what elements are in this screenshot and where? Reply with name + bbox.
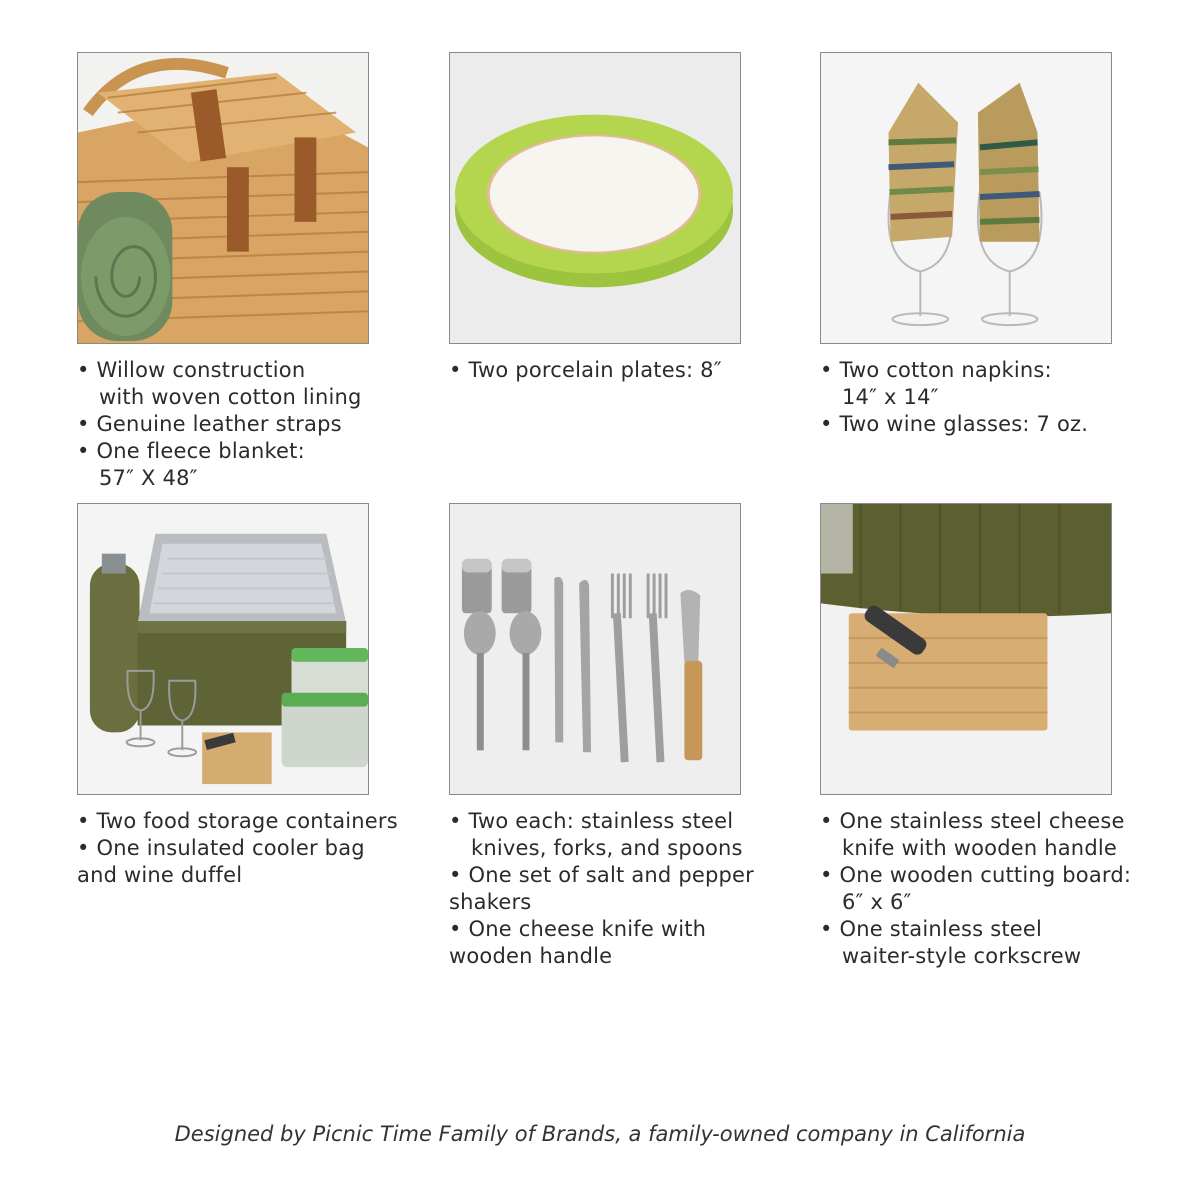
feature-line: knife with wooden handle	[842, 836, 1118, 860]
napkins-wine-glasses-photo	[820, 52, 1112, 344]
feature-line: • Two food storage containers	[77, 809, 398, 833]
features-board-corkscrew	[820, 808, 1150, 970]
feature-line: • Two porcelain plates: 8″	[449, 358, 722, 382]
feature-line: 57″ X 48″	[99, 466, 198, 490]
cooler-bag-containers-photo	[77, 503, 369, 795]
feature-line: • Genuine leather straps	[77, 412, 342, 436]
features-napkins-glasses	[820, 357, 1140, 438]
feature-line: • One stainless steel cheese	[820, 809, 1125, 833]
feature-line: • Willow construction	[77, 358, 306, 382]
features-plates	[449, 357, 769, 384]
feature-line: • One cheese knife with	[449, 917, 707, 941]
porcelain-plates-photo	[449, 52, 741, 344]
feature-line: • Two each: stainless steel	[449, 809, 734, 833]
footer-credit: Designed by Picnic Time Family of Brands, a family-owned company in California	[174, 1122, 1026, 1146]
features-basket	[77, 357, 397, 492]
feature-line: wooden handle	[449, 944, 613, 968]
feature-line: shakers	[449, 890, 532, 914]
feature-line: • One wooden cutting board:	[820, 863, 1132, 887]
feature-line: with woven cotton lining	[99, 385, 362, 409]
feature-line: 14″ x 14″	[842, 385, 939, 409]
feature-line: and wine duffel	[77, 863, 243, 887]
picnic-basket-photo	[77, 52, 369, 344]
feature-line: • One set of salt and pepper	[449, 863, 754, 887]
feature-line: • Two wine glasses: 7 oz.	[820, 412, 1089, 436]
feature-line: • One insulated cooler bag	[77, 836, 365, 860]
feature-line: • One fleece blanket:	[77, 439, 305, 463]
feature-line: • Two cotton napkins:	[820, 358, 1052, 382]
feature-line: • One stainless steel	[820, 917, 1043, 941]
features-flatware	[449, 808, 769, 970]
cutting-board-corkscrew-photo	[820, 503, 1112, 795]
feature-line: knives, forks, and spoons	[471, 836, 743, 860]
flatware-photo	[449, 503, 741, 795]
features-cooler	[77, 808, 417, 889]
feature-line: 6″ x 6″	[842, 890, 912, 914]
feature-line: waiter-style corkscrew	[842, 944, 1082, 968]
